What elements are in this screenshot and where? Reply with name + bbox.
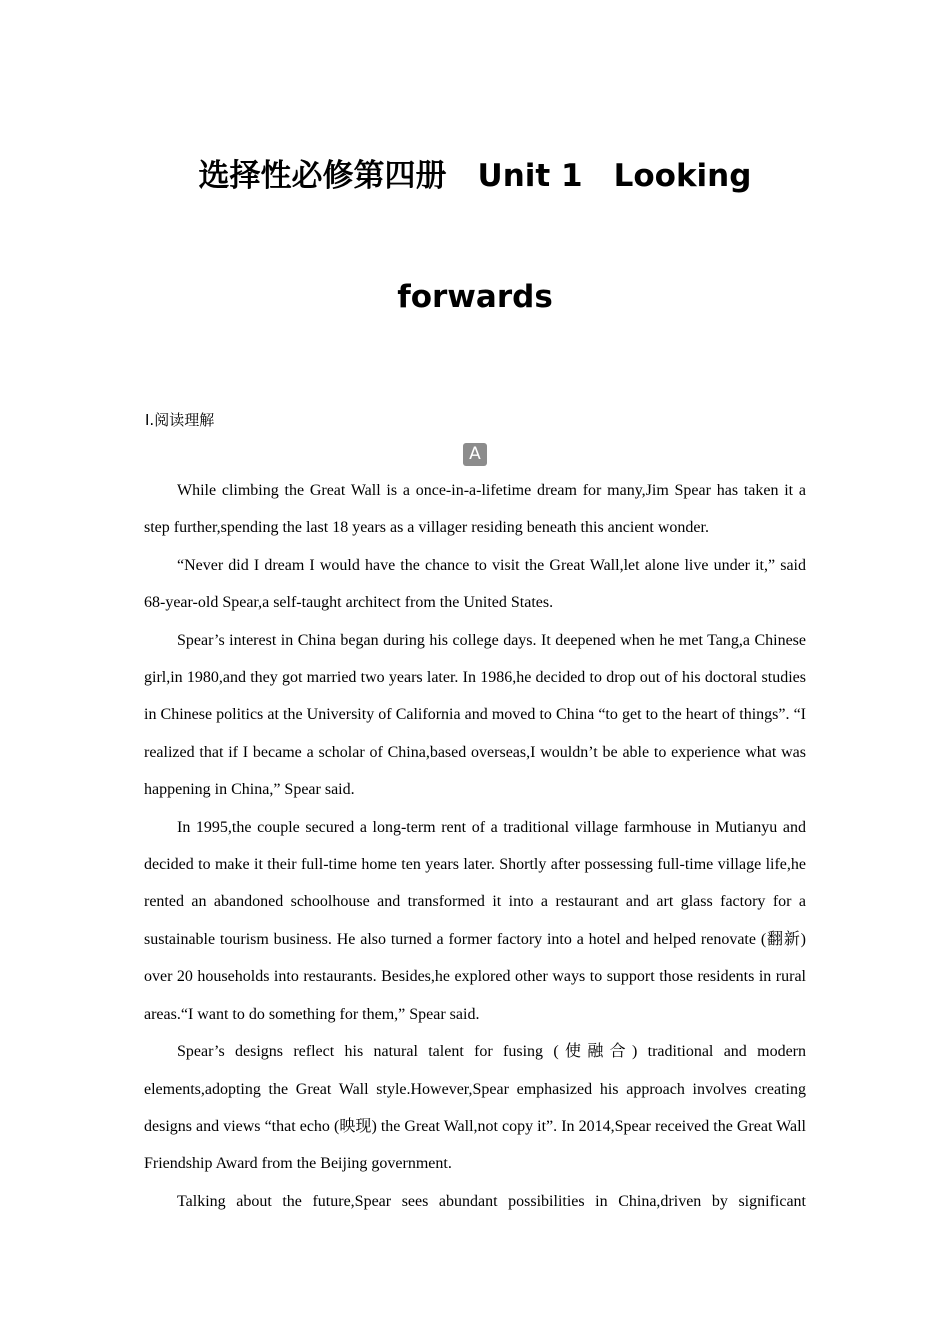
paragraph-3: Spear’s interest in China began during his college days. It deepened when he met Tang,a Chinese girl,in 1980,and they got married two years later. In 1986,he decided to drop out of his doctoral studies in Chinese politics at the University of California and moved to China “to get to the heart of things”. “I realized that if I became a scholar of China,based overseas,I wouldn’t be able to experience what was happening in China,” Spear said. <box>144 631 806 799</box>
paragraph-5: Spear’s designs reflect his natural talent for fusing (使融合) traditional and modern elements,adopting the Great Wall style.However,Spear emphasized his approach involves creating designs and views “that echo (映现) the Great Wall,not copy it”. In 2014,Spear received the Great Wall Friendship Award from the Beijing government. <box>144 1043 806 1173</box>
paragraph-1: While climbing the Great Wall is a once-in-a-lifetime dream for many,Jim Spear has taken it a step further,spending the last 18 years as a villager residing beneath this ancient wonder. <box>144 482 806 537</box>
document-title-line2: forwards <box>397 279 553 315</box>
document-title-line1: 选择性必修第四册 Unit 1 Looking <box>198 158 752 194</box>
paragraph-4: In 1995,the couple secured a long-term rent of a traditional village farmhouse in Mutianyu and decided to make it their full-time home ten years later. Shortly after possessing full-time village life,he rented an abandoned schoolhouse and transformed it into a restaurant and art glass factory for a sustainable tourism business. He also turned a former factory into a hotel and helped renovate (翻新) over 20 households into restaurants. Besides,he explored other ways to support those residents in rural areas.“I want to do something for them,” Spear said. <box>144 818 806 1023</box>
passage-body <box>144 472 806 1220</box>
section-heading: Ⅰ.阅读理解 <box>145 411 215 429</box>
passage-label-badge: A <box>463 443 487 466</box>
paragraph-2: “Never did I dream I would have the chance to visit the Great Wall,let alone live under it,” said 68-year-old Spear,a self-taught architect from the United States. <box>144 556 806 612</box>
paragraph-6: Talking about the future,Spear sees abundant possibilities in China,driven by significant <box>177 1192 806 1210</box>
